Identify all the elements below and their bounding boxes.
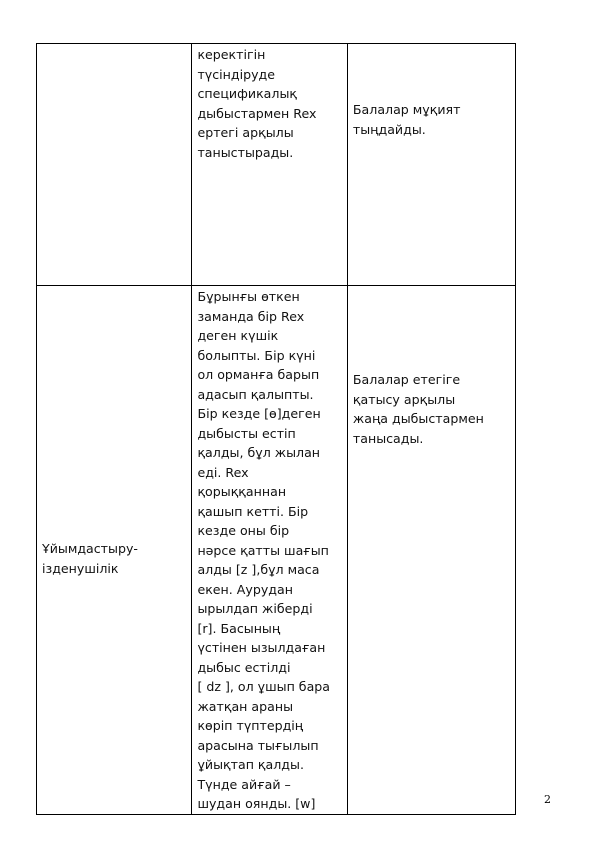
- teacher-activity-text: Бұрынғы өткен заманда бір Rex деген күшік болыпты. Бір күні ол орманға барып адасып қалыпты. Бір кезде [ө]деген дыбысты естіп қалды, бұл жылан еді. Rex қорыққаннан қашып кетті. Бір кезде оны бір нәрсе қатты шағып алды [z ],бұл маса екен. Аурудан ырылдап жіберді [r]. Басының үстінен ызылдаған дыбыс естілді [ dz ], ол ұшып бара жатқан араны көріп түптердің арасына тығылып ұйықтап қалды. Түнде айғай – шудан оянды. [w]: [197, 289, 331, 811]
- page-number: 2: [544, 793, 551, 806]
- lesson-table: [36, 43, 516, 815]
- table-row: [37, 286, 516, 815]
- stage-text: Ұйымдастыру- ізденушілік: [42, 541, 138, 576]
- student-activity-cell: [347, 286, 515, 815]
- stage-cell: [37, 286, 192, 815]
- table-row: [37, 44, 516, 286]
- teacher-activity-text: керектігін түсіндіруде спецификалық дыбыстармен Rex ертегі арқылы таныстырады.: [197, 47, 317, 160]
- student-activity-text: Балалар мұқият тыңдайды.: [352, 102, 461, 137]
- teacher-activity-cell: [192, 286, 347, 815]
- stage-cell: [37, 44, 192, 286]
- student-activity-text: Балалар етегіге қатысу арқылы жаңа дыбыстармен танысады.: [352, 372, 484, 446]
- teacher-activity-cell: [192, 44, 347, 286]
- student-activity-cell: [347, 44, 515, 286]
